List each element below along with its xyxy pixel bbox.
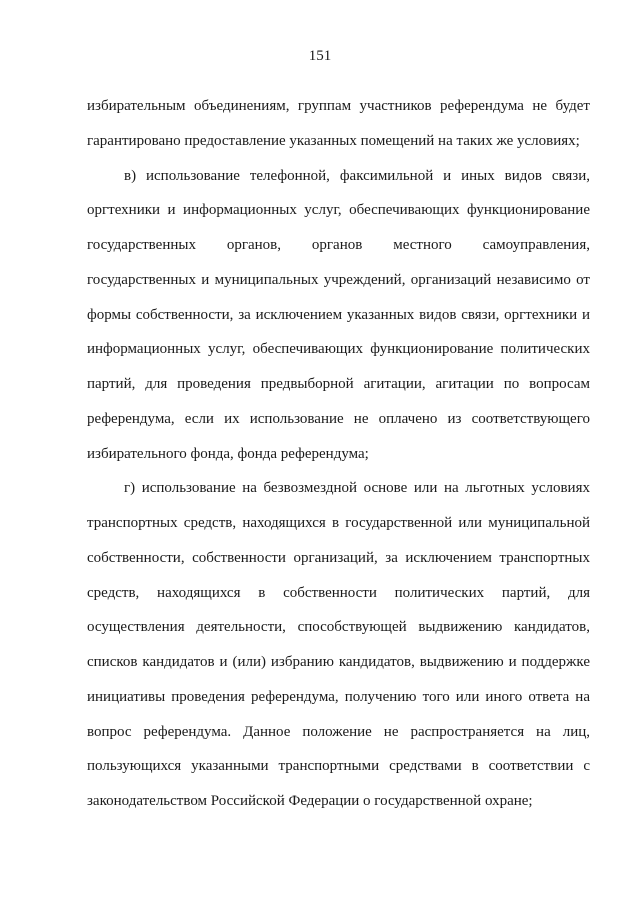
page-number: 151 [308,48,332,64]
text-line: государственных органов, органов местного самоуправления, [87,237,590,253]
text-line: оргтехники и информационных услуг, обеспечивающих функционирование [87,202,590,218]
text-line: инициативы проведения референдума, получению того или иного ответа на [87,689,590,705]
text-line: избирательным объединениям, группам участников референдума не будет [87,98,590,114]
text-line: информационных услуг, обеспечивающих функционирование политических [87,341,590,357]
text-line: средств, находящихся в собственности политических партий, для [87,585,590,601]
text-line: г) использование на безвозмездной основе или на льготных условиях [124,480,590,496]
text-line: государственных и муниципальных учреждений, организаций независимо от [87,272,590,288]
text-line: партий, для проведения предвыборной агитации, агитации по вопросам [87,376,590,392]
text-line: вопрос референдума. Данное положение не распространяется на лиц, [87,724,590,740]
text-line: гарантировано предоставление указанных помещений на таких же условиях; [87,133,580,149]
text-line: транспортных средств, находящихся в государственной или муниципальной [87,515,590,531]
text-line: собственности, собственности организаций, за исключением транспортных [87,550,590,566]
text-line: списков кандидатов и (или) избранию кандидатов, выдвижению и поддержке [87,654,590,670]
text-line: формы собственности, за исключением указанных видов связи, оргтехники и [87,307,590,323]
text-line: в) использование телефонной, факсимильной и иных видов связи, [124,168,590,184]
text-line: референдума, если их использование не оплачено из соответствующего [87,411,590,427]
text-line: пользующихся указанными транспортными средствами в соответствии с [87,758,590,774]
text-line: осуществления деятельности, способствующей выдвижению кандидатов, [87,619,590,635]
text-line: законодательством Российской Федерации о государственной охране; [87,793,533,809]
text-line: избирательного фонда, фонда референдума; [87,446,369,462]
